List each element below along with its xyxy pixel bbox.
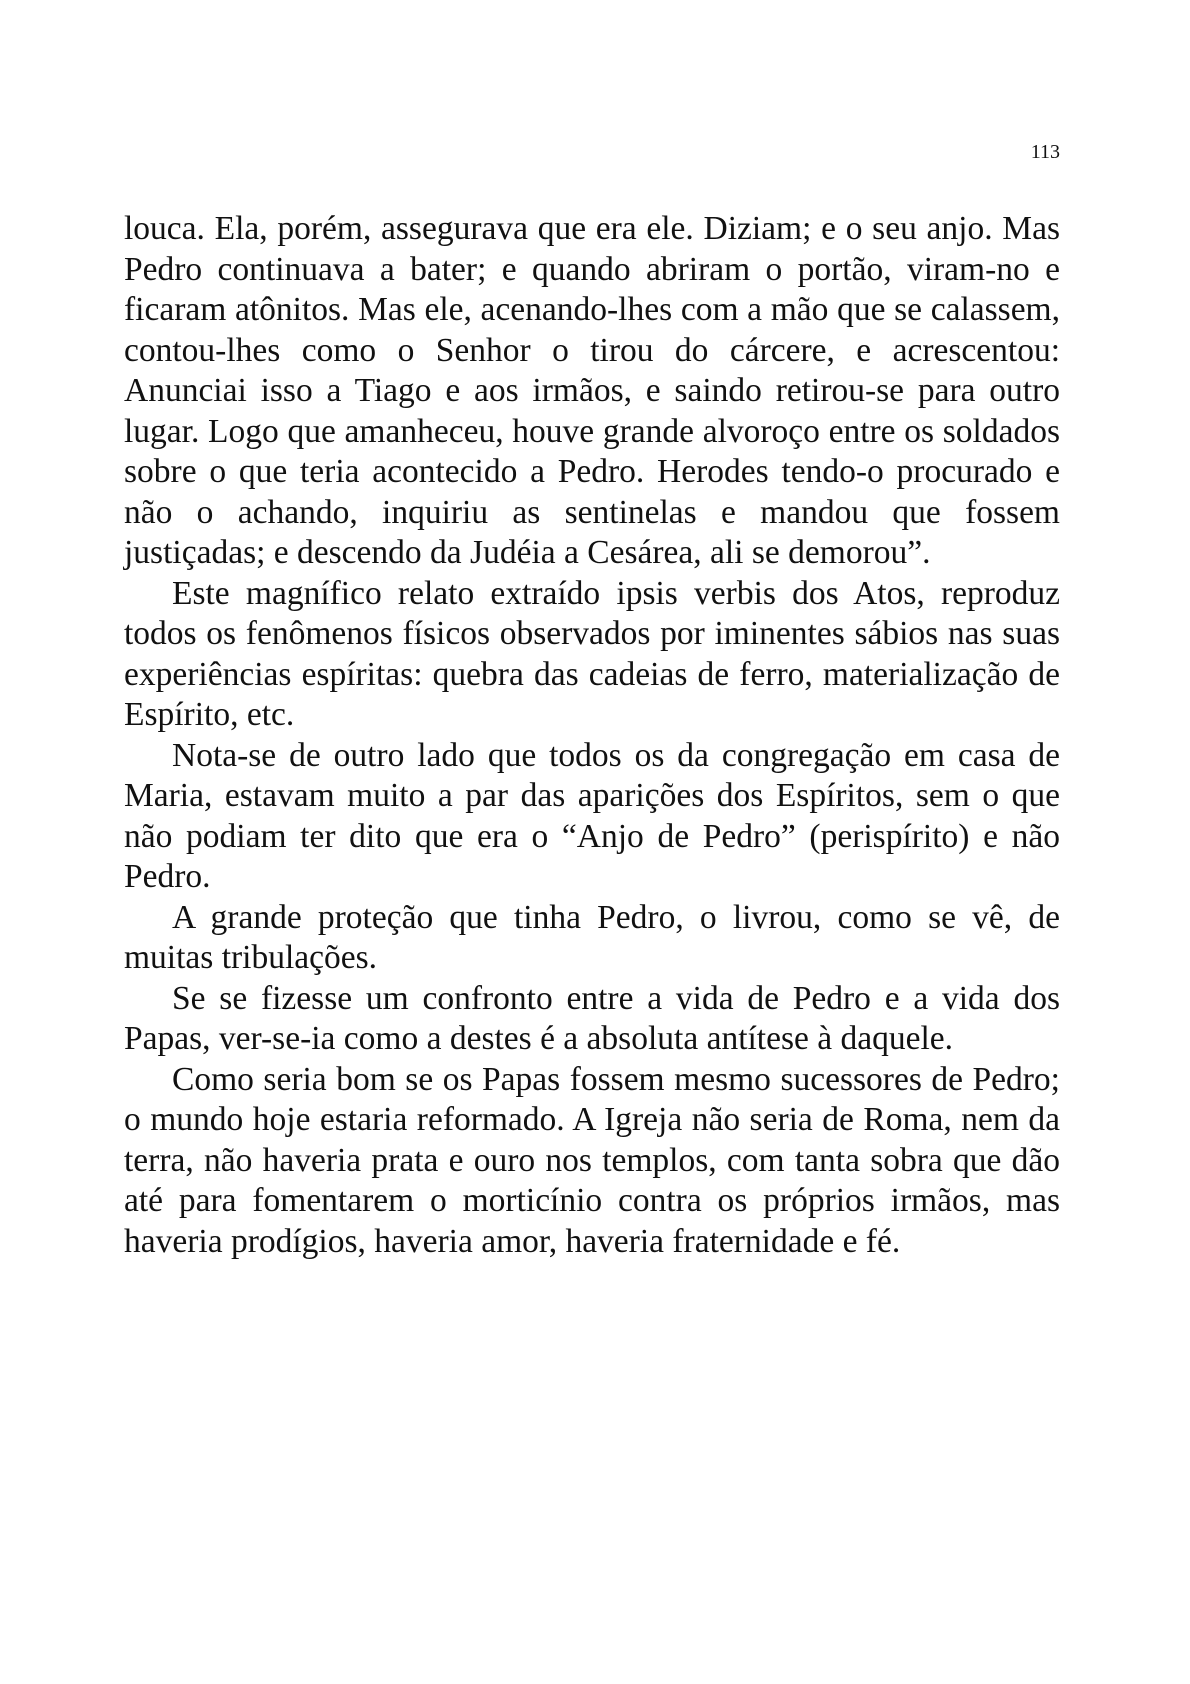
paragraph: Nota-se de outro lado que todos os da congregação em casa de Maria, estavam muito a par das aparições dos Espíritos, sem o que não podiam ter dito que era o “Anjo de Pedro” (perispírito) e não Pedro.: [124, 736, 1060, 895]
paragraph-continuation: louca. Ela, porém, assegurava que era ele. Diziam; e o seu anjo. Mas Pedro continuava a bater; e quando abriram o portão, viram-no e ficaram atônitos. Mas ele, acenando-lhes com a mão que se calassem, contou-lhes como o Senhor o tirou do cárcere, e acrescentou: Anunciai isso a Tiago e aos irmãos, e saindo retirou-se para outro lugar. Logo que amanheceu, houve grande alvoroço entre os soldados sobre o que teria acontecido a Pedro. Herodes tendo-o procurado e não o achando, inquiriu as sentinelas e mandou que fossem justiçadas; e descendo da Judéia a Cesárea, ali se demorou”.: [124, 210, 1060, 571]
text-body: [124, 209, 1060, 1262]
paragraph: Se se fizesse um confronto entre a vida de Pedro e a vida dos Papas, ver-se-ia como a destes é a absoluta antítese à daquele.: [124, 979, 1060, 1057]
paragraph: Como seria bom se os Papas fossem mesmo sucessores de Pedro; o mundo hoje estaria reformado. A Igreja não seria de Roma, nem da terra, não haveria prata e ouro nos templos, com tanta sobra que dão até para fomentarem o morticínio contra os próprios irmãos, mas haveria prodígios, haveria amor, haveria fraternidade e fé.: [124, 1060, 1060, 1260]
paragraph: A grande proteção que tinha Pedro, o livrou, como se vê, de muitas tribulações.: [124, 898, 1060, 976]
page-number: 113: [1030, 141, 1060, 163]
paragraph: Este magnífico relato extraído ipsis verbis dos Atos, reproduz todos os fenômenos físicos observados por iminentes sábios nas suas experiências espíritas: quebra das cadeias de ferro, materialização de Espírito, etc.: [124, 574, 1060, 733]
